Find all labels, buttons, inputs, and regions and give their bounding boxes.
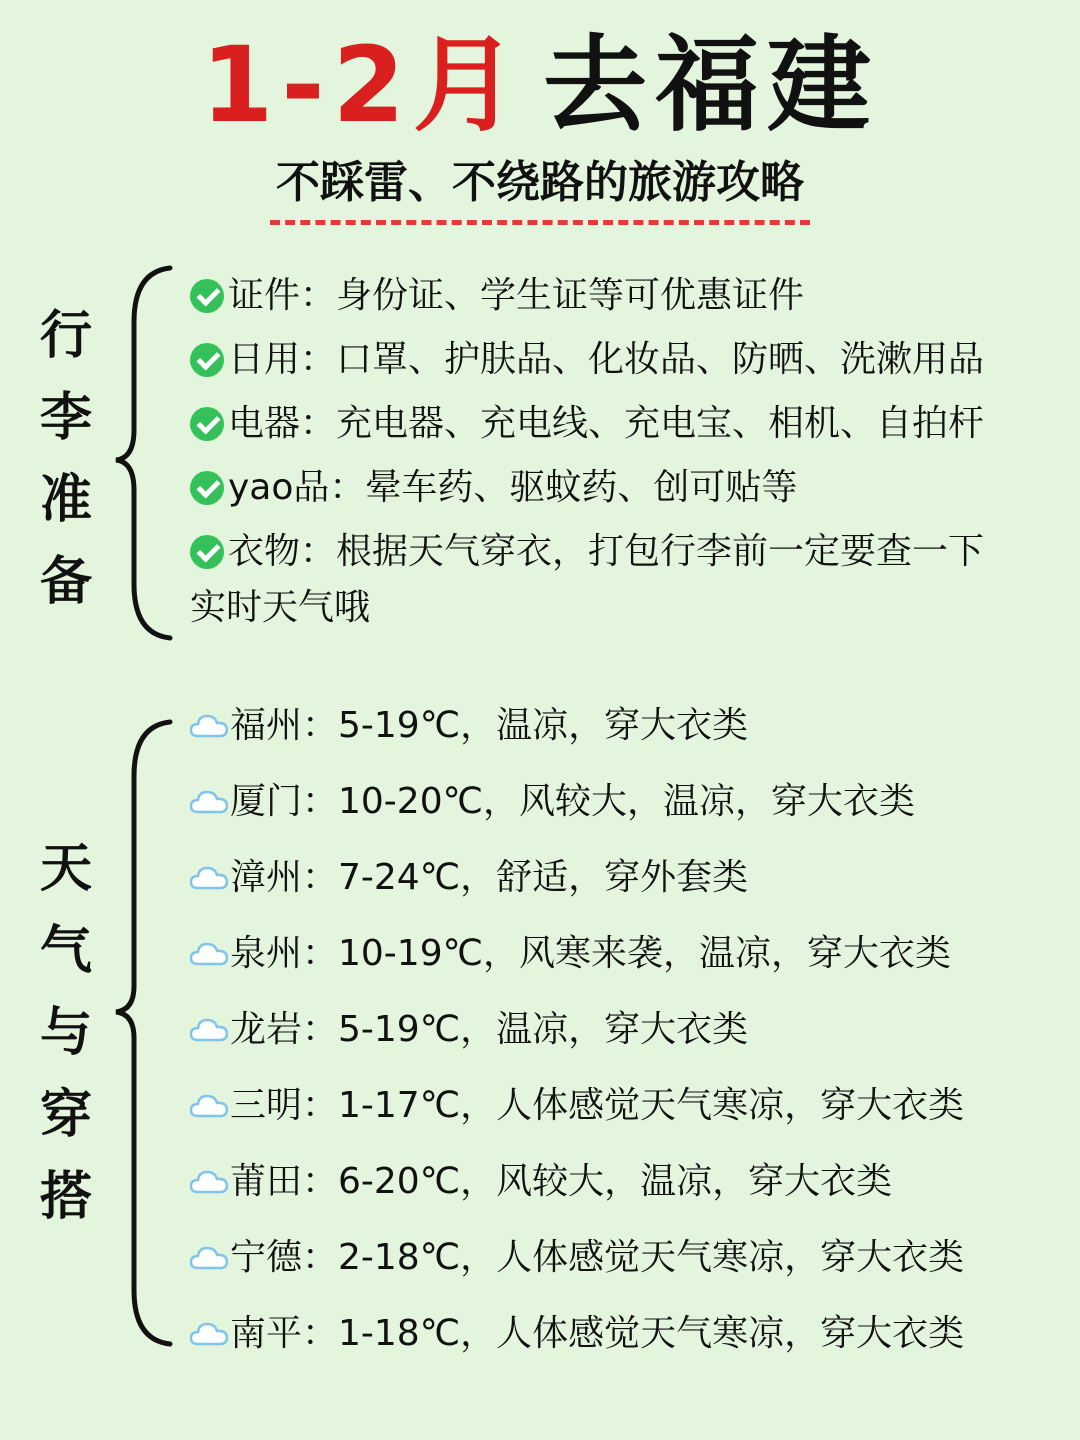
brace-luggage <box>108 262 178 642</box>
brace-weather <box>108 716 178 1348</box>
check-icon <box>190 279 224 313</box>
list-item-text: 电器：充电器、充电线、充电宝、相机、自拍杆 <box>228 403 985 444</box>
section-label-char: 天 <box>39 839 92 899</box>
list-item-text: 宁德：2-18℃，人体感觉天气寒凉，穿大衣类 <box>230 1237 965 1278</box>
section-label-luggage <box>36 295 96 623</box>
weather-list <box>190 688 1050 1372</box>
cloud-icon <box>190 1092 228 1118</box>
cloud-icon <box>190 1016 228 1042</box>
list-item-text: yao品：晕车药、驱蚊药、创可贴等 <box>228 467 798 508</box>
title-main: 去福建 <box>542 24 879 146</box>
list-item-text: 福州：5-19℃，温凉，穿大衣类 <box>230 705 749 746</box>
list-item <box>190 688 1050 764</box>
list-item <box>190 328 1050 392</box>
page-title <box>0 20 1080 150</box>
list-item-text: 龙岩：5-19℃，温凉，穿大衣类 <box>230 1009 749 1050</box>
luggage-list <box>190 264 1050 640</box>
section-label-weather <box>36 828 96 1238</box>
list-item-text: 三明：1-17℃，人体感觉天气寒凉，穿大衣类 <box>230 1085 965 1126</box>
list-item-text: 南平：1-18℃，人体感觉天气寒凉，穿大衣类 <box>230 1313 965 1354</box>
list-item <box>190 764 1050 840</box>
section-label-char: 搭 <box>39 1167 92 1227</box>
list-item <box>190 1220 1050 1296</box>
section-label-char: 气 <box>39 921 92 981</box>
subtitle-container <box>0 152 1080 225</box>
list-item-continuation <box>190 576 1050 640</box>
list-item-text: 证件：身份证、学生证等可优惠证件 <box>228 275 805 316</box>
cloud-icon <box>190 1244 228 1270</box>
section-label-char: 行 <box>39 306 92 366</box>
list-item <box>190 1068 1050 1144</box>
list-item <box>190 1296 1050 1372</box>
list-item-text: 漳州：7-24℃，舒适，穿外套类 <box>230 857 749 898</box>
section-label-char: 与 <box>39 1003 92 1063</box>
list-item <box>190 520 1050 584</box>
subtitle: 不踩雷、不绕路的旅游攻略 <box>270 152 810 225</box>
cloud-icon <box>190 712 228 738</box>
list-item-text: 泉州：10-19℃，风寒来袭，温凉，穿大衣类 <box>230 933 952 974</box>
cloud-icon <box>190 1168 228 1194</box>
cloud-icon <box>190 864 228 890</box>
list-item-text: 日用：口罩、护肤品、化妆品、防晒、洗漱用品 <box>228 339 985 380</box>
title-highlight: 1-2月 <box>201 24 525 146</box>
check-icon <box>190 535 224 569</box>
cloud-icon <box>190 1320 228 1346</box>
section-label-char: 准 <box>39 470 92 530</box>
list-item-text: 厦门：10-20℃，风较大，温凉，穿大衣类 <box>230 781 916 822</box>
list-item <box>190 392 1050 456</box>
list-item <box>190 840 1050 916</box>
section-label-char: 穿 <box>39 1085 92 1145</box>
list-item <box>190 992 1050 1068</box>
cloud-icon <box>190 940 228 966</box>
check-icon <box>190 343 224 377</box>
list-item <box>190 1144 1050 1220</box>
list-item <box>190 916 1050 992</box>
check-icon <box>190 471 224 505</box>
cloud-icon <box>190 788 228 814</box>
check-icon <box>190 407 224 441</box>
section-label-char: 李 <box>39 388 92 448</box>
list-item-text: 衣物：根据天气穿衣，打包行李前一定要查一下 <box>228 531 985 572</box>
list-item-text: 莆田：6-20℃，风较大，温凉，穿大衣类 <box>230 1161 893 1202</box>
list-item <box>190 456 1050 520</box>
section-label-char: 备 <box>39 552 92 612</box>
list-item <box>190 264 1050 328</box>
list-item-text: 实时天气哦 <box>190 587 371 628</box>
